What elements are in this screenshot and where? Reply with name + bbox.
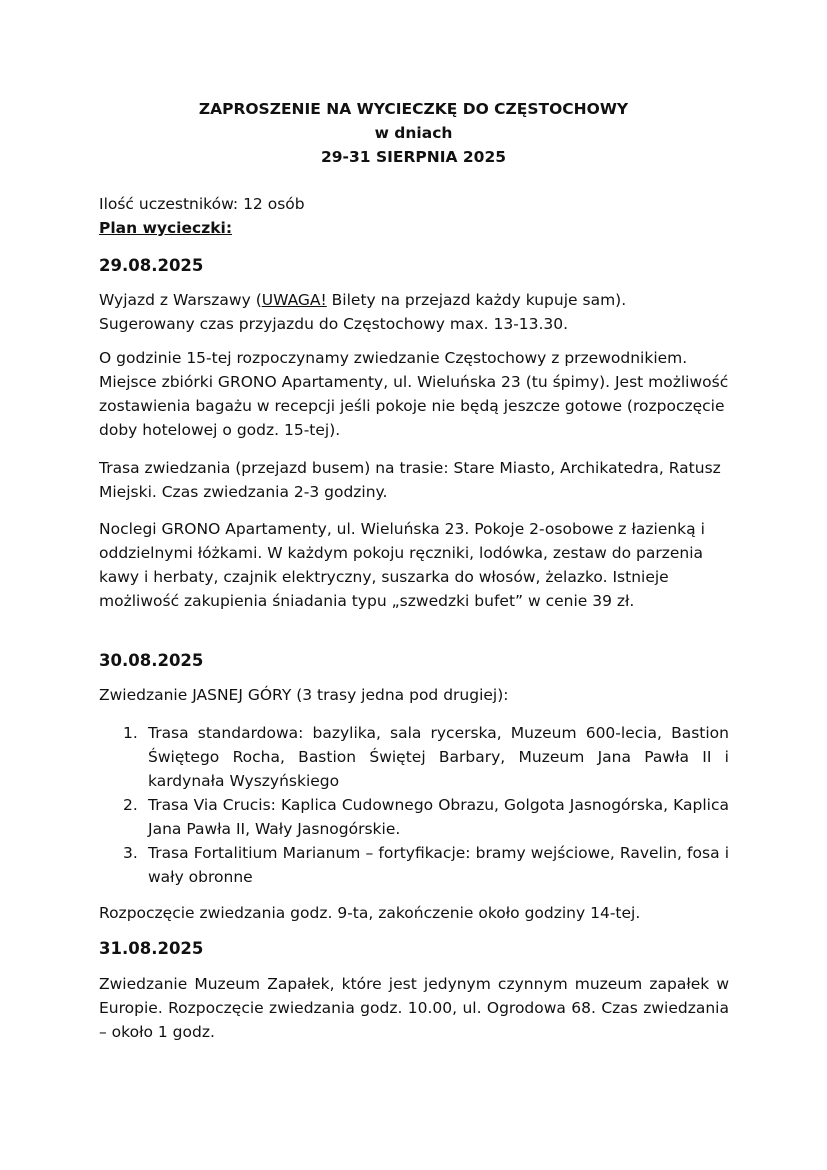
title-dates: 29-31 SIERPNIA 2025 — [320, 148, 507, 166]
day2-outro: Rozpoczęcie zwiedzania godz. 9-ta, zakończenie około godziny 14-tej. — [99, 904, 641, 922]
list-number: 2. — [123, 796, 138, 814]
list-text: Trasa standardowa: bazylika, sala rycerska, Muzeum 600-lecia, Bastion Świętego Rocha, Bastion Świętej Barbary, Muzeum Jana Pawła II i kardynała Wyszyńskiego — [148, 724, 729, 790]
participants-count: Ilość uczestników: 12 osób — [99, 195, 305, 213]
title-date-intro: w dniach — [374, 124, 453, 142]
page-title: ZAPROSZENIE NA WYCIECZKĘ DO CZĘSTOCHOWY — [198, 100, 629, 118]
route-list — [99, 721, 729, 889]
day1-arrival-text: Sugerowany czas przyjazdu do Częstochowy max. 13-13.30. — [99, 315, 569, 333]
day1-tickets-text: Bilety na przejazd każdy kupuje sam). — [326, 291, 627, 309]
day2-intro: Zwiedzanie JASNEJ GÓRY (3 trasy jedna pod drugiej): — [99, 686, 509, 704]
day1-date: 29.08.2025 — [99, 256, 204, 275]
list-number: 1. — [123, 724, 138, 742]
list-item — [99, 841, 729, 889]
day2-date: 30.08.2025 — [99, 651, 204, 670]
day1-route-paragraph — [99, 456, 729, 504]
day1-departure-paragraph — [99, 288, 729, 336]
plan-heading: Plan wycieczki: — [99, 219, 233, 237]
list-item — [99, 793, 729, 841]
day1-departure-text: Wyjazd z Warszawy ( — [99, 291, 262, 309]
day1-route-text: Trasa zwiedzania (przejazd busem) na trasie: Stare Miasto, Archikatedra, Ratusz Miejski. Czas zwiedzania 2-3 godziny. — [99, 459, 721, 501]
day1-tour-text: O godzinie 15-tej rozpoczynamy zwiedzanie Częstochowy z przewodnikiem. Miejsce zbiórki GRONO Apartamenty, ul. Wieluńska 23 (tu śpimy). Jest możliwość zostawienia bagażu w recepcji jeśli pokoje nie będą jeszcze gotowe (rozpoczęcie doby hotelowej o godz. 15-tej). — [99, 349, 729, 439]
day1-accommodation-paragraph — [99, 517, 729, 613]
day3-paragraph — [99, 972, 729, 1044]
day3-date: 31.08.2025 — [99, 939, 204, 958]
day1-accommodation-text: Noclegi GRONO Apartamenty, ul. Wieluńska 23. Pokoje 2-osobowe z łazienką i oddzielnymi łóżkami. W każdym pokoju ręczniki, lodówka, zestaw do parzenia kawy i herbaty, czajnik elektryczny, suszarka do włosów, żelazko. Istnieje możliwość zakupienia śniadania typu „szwedzki bufet” w cenie 39 zł. — [99, 520, 705, 610]
list-text: Trasa Via Crucis: Kaplica Cudownego Obrazu, Golgota Jasnogórska, Kaplica Jana Pawła II, Wały Jasnogórskie. — [148, 796, 729, 838]
warning-label: UWAGA! — [261, 291, 327, 309]
day1-tour-paragraph — [99, 346, 729, 442]
day3-text: Zwiedzanie Muzeum Zapałek, które jest jedynym czynnym muzeum zapałek w Europie. Rozpoczęcie zwiedzania godz. 10.00, ul. Ogrodowa 68. Czas zwiedzania – około 1 godz. — [99, 975, 729, 1041]
list-number: 3. — [123, 844, 138, 862]
list-text: Trasa Fortalitium Marianum – fortyfikacje: bramy wejściowe, Ravelin, fosa i wały obronne — [148, 844, 729, 886]
list-item — [99, 721, 729, 793]
